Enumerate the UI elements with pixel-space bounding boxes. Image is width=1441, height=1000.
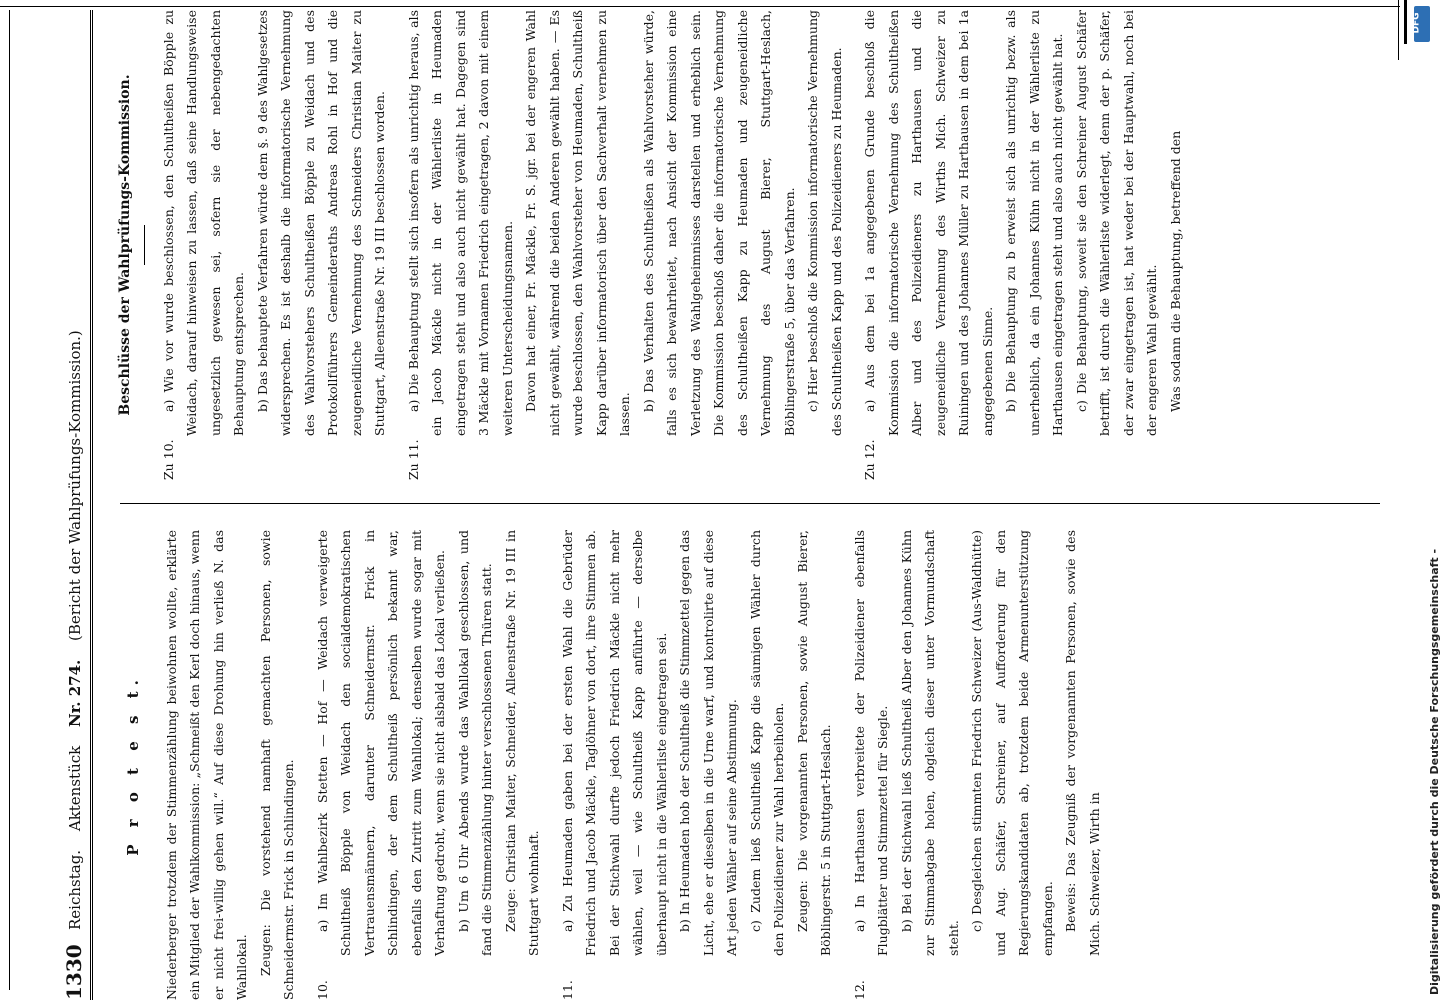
item-paragraph: a) Zu Heumaden gaben bei der ersten Wahl die Gebrüder Friedrich und Jacob Mäckle, Taglöhner von dort, ihre Stimmen ab. Bei der Stichwahl durfte jedoch Friedrich Mäckle nicht mehr wählen, weil — wie Schultheiß Kapp anführte — derselbe überhaupt nicht in die Wählerliste eingetragen sei.	[559, 530, 669, 956]
intro-text: Niederberger trotzdem der Stimmenzählung beiwohnen wollte, erklärte ein Mitglied der Wahlkommission: „Schmeißt den Kerl doch hinaus, wenn er nicht frei-willig gehen will.“ Auf diese Drohung hin verließ N. das Wahllokal.	[163, 530, 249, 1000]
item-12	[848, 530, 1107, 1000]
page-number: 1330	[62, 944, 86, 1000]
dfg-logo-icon	[1411, 6, 1430, 42]
item-paragraph: b) In Heumaden hob der Schultheiß die Stimmzettel gegen das Licht, ehe er dieselben in die Urne warf, und kontrolirte auf diese Art jeden Wähler auf seine Abstimmung.	[677, 530, 739, 956]
resolution-11	[402, 10, 849, 480]
column-divider	[120, 503, 1380, 504]
resolution-number: Zu 11.	[405, 439, 421, 480]
page-header	[48, 10, 96, 1000]
resolution-paragraph: b) Das Verhalten des Schultheißen als Wahlvorsteher würde, falls es sich bewahrheitet, nach Ansicht der Kommission eine Verletzung des Wahlgeheimnisses darstellen und erheblich sein. Die Kommission beschloß daher die informatorische Vernehmung des Schultheißen Kapp zu Heumaden und zeugeneidliche Vernehmung des August Bierer, Stuttgart-Heslach, Böblingerstraße 5, über das Verfahren.	[640, 10, 797, 436]
item-paragraph: b) Um 6 Uhr Abends wurde das Wahllokal geschlossen, und fand die Stimmenzählung hinter verschlossenen Thüren statt.	[455, 530, 494, 956]
intro-block	[160, 530, 301, 1000]
item-paragraph: a) In Harthausen verbreitete der Polizeidiener ebenfalls Flugblätter und Stimmzettel für Siegle.	[851, 530, 890, 956]
item-witness: Zeuge: Christian Maiter, Schneider, Alleenstraße Nr. 19 III in Stuttgart wohnhaft.	[502, 530, 541, 956]
resolutions-heading: Beschlüsse der Wahlprüfungs-Kommission.	[117, 74, 133, 416]
resolution-10	[157, 10, 392, 480]
header-doc-ref-label: Aktenstück	[66, 745, 84, 832]
intro-witness: Zeugen: Die vorstehend namhaft gemachten Personen, sowie Schneidermstr. Frick in Schlindingen.	[257, 530, 296, 1000]
header-rule-double	[92, 10, 93, 1000]
resolution-12	[858, 10, 1187, 480]
item-11	[556, 530, 838, 1000]
short-rule	[144, 225, 145, 265]
item-witness: Zeugen: Die vorgenannten Personen, sowie August Bierer, Böblingerstr. 5 in Stuttgart-Heslach.	[794, 530, 833, 956]
digitization-note: Digitalisierung gefördert durch die Deutsche Forschungsgemeinschaft -	[1428, 548, 1441, 995]
resolution-paragraph: a) Die Behauptung stellt sich insofern als unrichtig heraus, als ein Jacob Mäckle nicht in der Wählerliste in Heumaden eingetragen steht und also auch nicht gewählt hat. Dagegen sind 3 Mäckle mit Vornamen Friedrich eingetragen, 2 davon mit einem weiteren Unterscheidungsnamen.	[405, 10, 515, 436]
dfg-logo-text: DFG	[1411, 12, 1422, 34]
item-10	[311, 530, 546, 1000]
resolution-number: Zu 10.	[160, 439, 176, 480]
item-paragraph: a) Im Wahlbezirk Stetten — Hof — Weidach verweigerte Schultheiß Böpple von Weidach den socialdemokratischen Vertrauensmännern, darunter Schneidermstr. Frick in Schlindingen, der dem Schultheiß persönlich bekannt war, ebenfalls den Zutritt zum Wahllokal; denselben wurde sogar mit Verhaftung gedroht, wenn sie nicht alsbald das Lokal verließen.	[314, 530, 447, 956]
header-doc-ref-number: Nr. 274.	[66, 659, 84, 727]
header-institution: Reichstag.	[66, 849, 84, 930]
header-doc-title: (Bericht der Wahlprüfungs-Kommission.)	[66, 330, 84, 641]
right-column	[110, 10, 1197, 480]
resolution-paragraph: a) Wie vor wurde beschlossen, den Schultheißen Böpple zu Weidach, darauf hinweisen zu lassen, daß seine Handlungsweise ungesetzlich gewesen sei, sofern sie der nebengedachten Behauptung entsprechen.	[160, 10, 246, 436]
resolution-paragraph: b) Das behauptete Verfahren würde dem §. 9 des Wahlgesetzes widersprechen. Es ist deshalb die informatorische Vernehmung des Wahlvorstehers Schultheißen Böpple zu Weidach und des Protokollführers Gemeinderaths Andreas Rohl in Hof und die zeugeneidliche Vernehmung des Schneiders Christian Maiter zu Stuttgart, Alleenstraße Nr. 19 III beschlossen worden.	[254, 10, 387, 436]
item-number: 12.	[851, 980, 867, 1000]
header-title	[66, 316, 84, 930]
protest-heading: P r o t e s t.	[124, 674, 142, 856]
resolution-number: Zu 12.	[862, 439, 877, 480]
resolution-paragraph: c) Die Behauptung, soweit sie den Schreiner August Schäfer betrifft, ist durch die Wählerliste widerlegt, denn der p. Schäfer, der zwar eingetragen ist, hat weder bei der Hauptwahl, noch bei der engeren Wahl gewählt.	[1073, 10, 1159, 436]
item-paragraph: b) Bei der Stichwahl ließ Schultheiß Alber den Johannes Kühn zur Stimmabgabe holen, obgleich dieser unter Vormundschaft steht.	[898, 530, 961, 956]
item-witness: Beweis: Das Zeugniß der vorgenannten Personen, sowie des Mich. Schweizer, Wirth in	[1063, 530, 1102, 956]
item-paragraph: c) Desgleichen stimmten Friedrich Schweizer (Aus-Waldhütte) und Aug. Schäfer, Schreiner, auf Aufforderung für den Regierungskandidaten ab, trotzdem beide Armenunterstützung empfangen.	[969, 530, 1055, 956]
rotated-page	[40, 0, 1400, 1000]
item-number: 11.	[559, 980, 575, 1000]
digitization-strip	[1408, 0, 1441, 1000]
header-rule	[90, 10, 91, 1000]
item-paragraph: c) Zudem ließ Schultheiß Kapp die säumigen Wähler durch den Polizeidiener zur Wahl herbeiholen.	[747, 530, 786, 956]
resolution-paragraph: Was sodann die Behauptung, betreffend den	[1167, 130, 1183, 412]
resolution-paragraph: Davon hat einer, Fr. Mäckle, Fr. S. jgr. bei der engeren Wahl nicht gewählt, während die beiden Anderen gewählt haben. — Es wurde beschlossen, den Wahlvorsteher von Heumaden, Schultheiß Kapp darüber informatorisch über den Sachverhalt vernehmen zu lassen.	[523, 10, 632, 436]
resolution-paragraph: a) Aus dem bei 1a angegebenen Grunde beschloß die Kommission die informatorische Vernehmung des Schultheißen Alber und des Polizeidieners zu Harthausen und die zeugeneidliche Vernehmung des Wirths Mich. Schweizer zu Ruiningen und des Johannes Müller zu Harthausen in dem bei 1a angegebenen Sinne.	[862, 10, 995, 436]
left-column	[110, 530, 1116, 1000]
resolution-paragraph: c) Hier beschloß die Kommission informatorische Vernehmung des Schultheißen Kapp und des Polizeidieners zu Heumaden.	[805, 10, 844, 436]
resolution-paragraph: b) Die Behauptung zu b erweist sich als unrichtig bezw. als unerheblich, da ein Johannes Kühn nicht in der Wählerliste zu Harthausen eingetragen steht und also auch nicht gewählt hat.	[1003, 10, 1065, 436]
item-number: 10.	[314, 980, 330, 1000]
scan-edge-left	[9, 10, 10, 990]
scan-edge-right-thick	[1404, 0, 1407, 44]
